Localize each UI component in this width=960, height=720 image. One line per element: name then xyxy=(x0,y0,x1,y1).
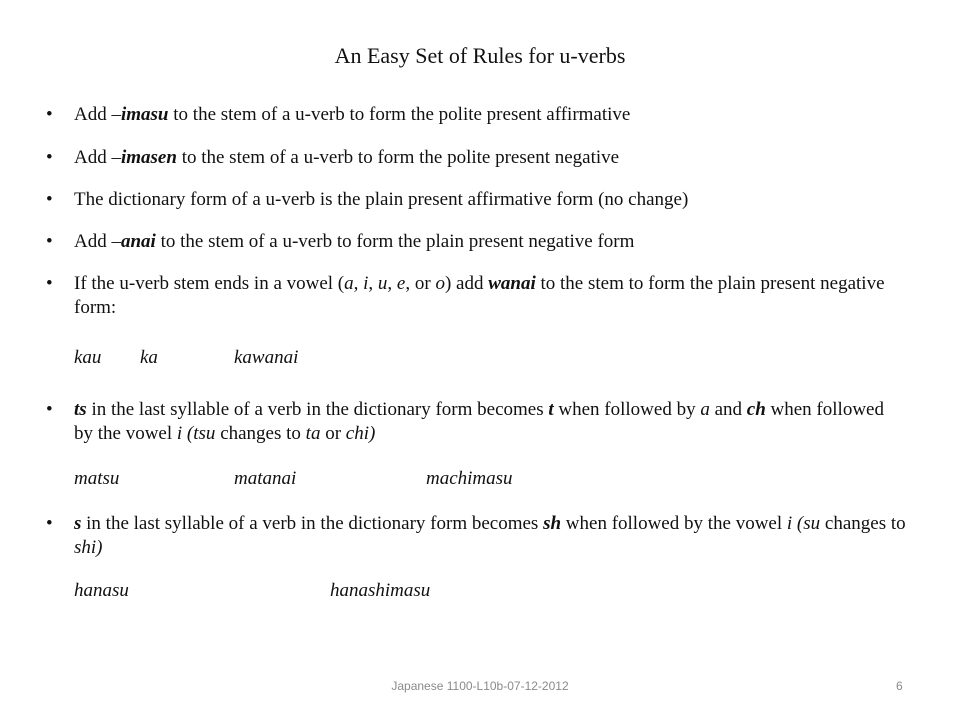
example-word: hanashimasu xyxy=(330,580,431,601)
example-word: hanasu xyxy=(74,580,129,601)
bullet-imasu: • Add –imasu to the stem of a u-verb to form the polite present affirmative xyxy=(46,104,631,125)
bullet-dictionary-form: • The dictionary form of a u-verb is the plain present affirmative form (no change) xyxy=(46,189,689,210)
slide-title: An Easy Set of Rules for u-verbs xyxy=(334,43,626,68)
bullet-wanai: • If the u-verb stem ends in a vowel (a, i, u, e, or o) add wanai to the stem to form the plain present negative form: xyxy=(46,273,885,318)
bullet-s-rule: • s in the last syllable of a verb in the dictionary form becomes sh when followed by the vowel i (su changes to shi) xyxy=(46,513,906,558)
bullet-marker: • xyxy=(46,189,53,210)
example-word: matsu xyxy=(74,468,120,489)
bullet-marker: • xyxy=(46,399,53,420)
example-word: kawanai xyxy=(234,347,299,368)
bullet-imasen: • Add –imasen to the stem of a u-verb to form the polite present negative xyxy=(46,147,620,168)
example-word: ka xyxy=(140,347,158,368)
bullet-marker: • xyxy=(46,231,53,252)
bullet-anai: • Add –anai to the stem of a u-verb to form the plain present negative form xyxy=(46,231,635,252)
example-word: matanai xyxy=(234,468,297,489)
bullet-ts-rule: • ts in the last syllable of a verb in the dictionary form becomes t when followed by a and ch when followed by the vowel i (tsu changes to ta or chi) xyxy=(46,399,884,444)
bullet-marker: • xyxy=(46,104,53,125)
page-number: 6 xyxy=(896,679,903,693)
example-word: kau xyxy=(74,347,102,368)
bullet-marker: • xyxy=(46,147,53,168)
bullet-marker: • xyxy=(46,513,53,534)
bullet-marker: • xyxy=(46,273,53,294)
example-word: machimasu xyxy=(426,468,513,489)
slide-footer: Japanese 1100-L10b-07-12-2012 xyxy=(391,679,569,693)
